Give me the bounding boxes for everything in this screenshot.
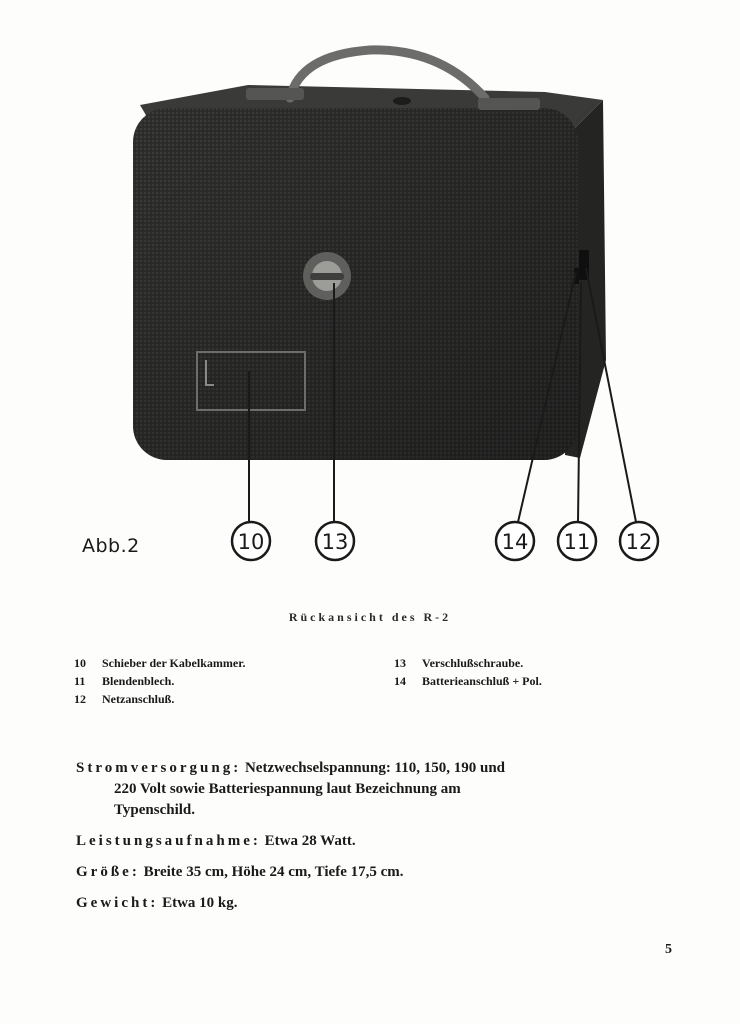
spec-value-continued: 220 Volt sowie Batteriespannung laut Bezeichnung am <box>114 781 461 797</box>
spec-value: Etwa 10 kg. <box>162 895 238 911</box>
callout-10 <box>232 522 270 560</box>
legend-item <box>74 672 245 690</box>
technical-specifications <box>76 758 676 924</box>
spec-value: Breite 35 cm, Höhe 24 cm, Tiefe 17,5 cm. <box>143 864 404 880</box>
closure-screw <box>303 252 351 300</box>
legend-text: Blendenblech. <box>102 674 175 688</box>
legend-item <box>74 654 245 672</box>
legend-text: Schieber der Kabelkammer. <box>102 656 246 670</box>
figure-caption: Rückansicht des R-2 <box>288 610 452 624</box>
spec-weight <box>76 893 676 914</box>
callout-14-label: 14 <box>501 530 529 554</box>
callout-12 <box>620 522 658 560</box>
legend-number: 14 <box>394 674 406 688</box>
page-number: 5 <box>665 942 672 957</box>
legend-item <box>394 672 542 690</box>
spec-label: Größe: <box>76 864 140 880</box>
legend-number: 11 <box>74 674 86 688</box>
callout-13 <box>316 522 354 560</box>
spec-power-supply <box>76 758 676 821</box>
legend-text: Netzanschluß. <box>102 692 175 706</box>
legend-item <box>74 690 245 708</box>
callout-12-label: 12 <box>625 530 653 554</box>
spec-label: Gewicht: <box>76 895 159 911</box>
callout-14 <box>496 522 534 560</box>
legend-text: Batterieanschluß + Pol. <box>422 674 542 688</box>
callout-11-label: 11 <box>563 530 591 554</box>
spec-value: Etwa 28 Watt. <box>264 833 356 849</box>
legend-column-left <box>74 654 245 708</box>
legend-number: 13 <box>394 656 406 670</box>
spec-label: Leistungsaufnahme: <box>76 833 261 849</box>
callout-10-label: 10 <box>237 530 265 554</box>
spec-size <box>76 862 676 883</box>
spec-label: Stromversorgung: <box>76 760 242 776</box>
legend-item <box>394 654 542 672</box>
legend-number: 10 <box>74 656 86 670</box>
spec-value-continued: Typenschild. <box>114 802 195 818</box>
legend-number: 12 <box>74 692 86 706</box>
legend-text: Verschlußschraube. <box>422 656 524 670</box>
callout-11 <box>558 522 596 560</box>
spec-value: Netzwechselspannung: 110, 150, 190 und <box>244 760 506 776</box>
legend-column-right <box>394 654 542 690</box>
spec-power-consumption <box>76 831 676 852</box>
figure-number: Abb.2 <box>82 535 140 557</box>
callout-13-label: 13 <box>321 530 349 554</box>
radio-case <box>133 50 606 460</box>
